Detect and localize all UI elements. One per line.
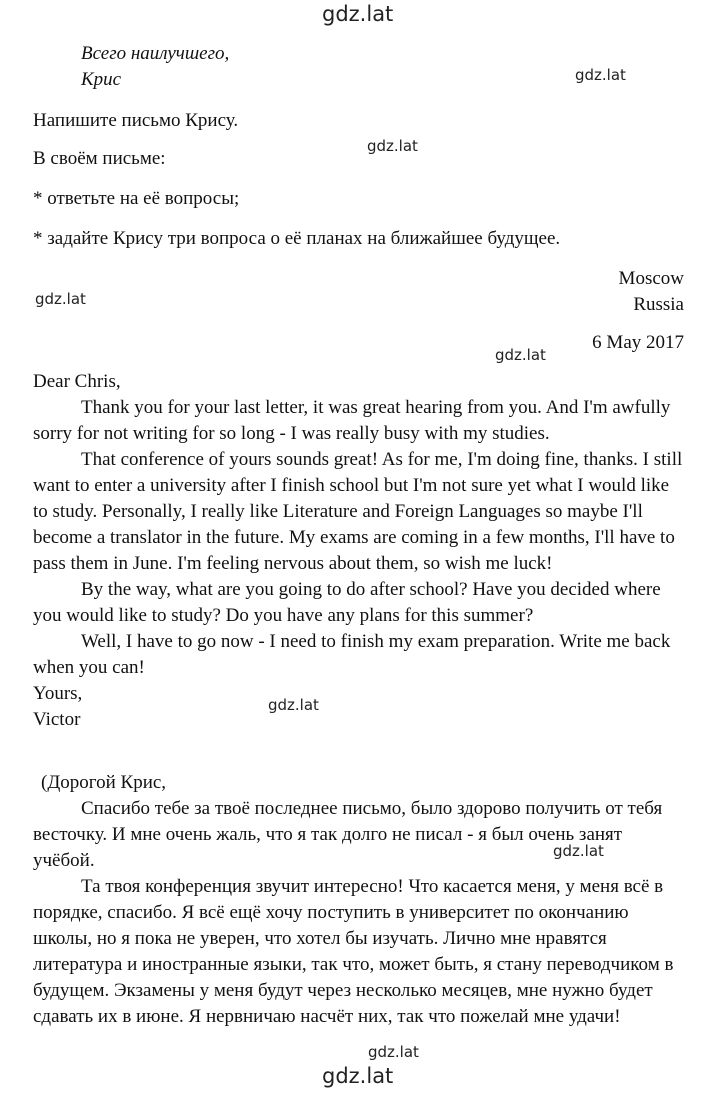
watermark: gdz.lat — [268, 696, 319, 714]
letter-greeting-ru: (Дорогой Крис, — [41, 772, 167, 793]
letter-russian — [33, 770, 687, 1030]
letter-paragraph-ru: Спасибо тебе за твоё последнее письмо, было здорово получить от тебя весточку. И мне очень жаль, что я так долго не писал - я был очень занят учёбой. — [33, 798, 663, 871]
watermark-bottom: gdz.lat — [322, 1064, 394, 1088]
task-line: Напишите письмо Крису. — [33, 110, 239, 131]
letter-english — [33, 369, 687, 733]
watermark: gdz.lat — [368, 1043, 419, 1061]
watermark: gdz.lat — [575, 66, 626, 84]
letter-signoff: Yours, — [33, 683, 83, 704]
task-bullet: * ответьте на её вопросы; — [33, 188, 240, 209]
watermark: gdz.lat — [367, 137, 418, 155]
letter-paragraph: That conference of yours sounds great! As for me, I'm doing fine, thanks. I still want to enter a university after I finish school but I'm not sure yet what I would like to study. Personally, I really like Literature and Foreign Languages so maybe I'll become a translator in the future. My exams are coming in a few months, I'll have to pass them in June. I'm feeling nervous about them, so wish me luck! — [33, 449, 683, 574]
task-bullet: * задайте Крису три вопроса о её планах на ближайшее будущее. — [33, 228, 561, 249]
letter-paragraph-ru: Та твоя конференция звучит интересно! Что касается меня, у меня всё в порядке, спасибо. Я всё ещё хочу поступить в университет по окончанию школы, но я пока не уверен, что хотел бы изучать. Лично мне нравятся литература и иностранные языки, так что, может быть, я стану переводчиком в будущем. Экзамены у меня будут через несколько месяцев, мне нужно будет сдавать их в июне. Я нервничаю насчёт них, так что пожелай мне удачи! — [33, 876, 674, 1027]
letter-signature: Victor — [33, 709, 81, 730]
task-line: В своём письме: — [33, 148, 166, 169]
closing-name: Крис — [81, 69, 122, 90]
address-country: Russia — [633, 294, 684, 315]
closing-line: Всего наилучшего, — [81, 43, 230, 64]
letter-paragraph: Thank you for your last letter, it was great hearing from you. And I'm awfully sorry for not writing for so long - I was really busy with my studies. — [33, 397, 671, 444]
watermark: gdz.lat — [495, 346, 546, 364]
watermark: gdz.lat — [553, 842, 604, 860]
letter-greeting: Dear Chris, — [33, 371, 121, 392]
watermark-top: gdz.lat — [322, 2, 394, 26]
letter-paragraph: Well, I have to go now - I need to finish my exam preparation. Write me back when you can! — [33, 631, 671, 678]
letter-date: 6 May 2017 — [592, 332, 684, 353]
address-city: Moscow — [618, 268, 684, 289]
watermark: gdz.lat — [35, 290, 86, 308]
letter-paragraph: By the way, what are you going to do after school? Have you decided where you would like to study? Do you have any plans for this summer? — [33, 579, 661, 626]
